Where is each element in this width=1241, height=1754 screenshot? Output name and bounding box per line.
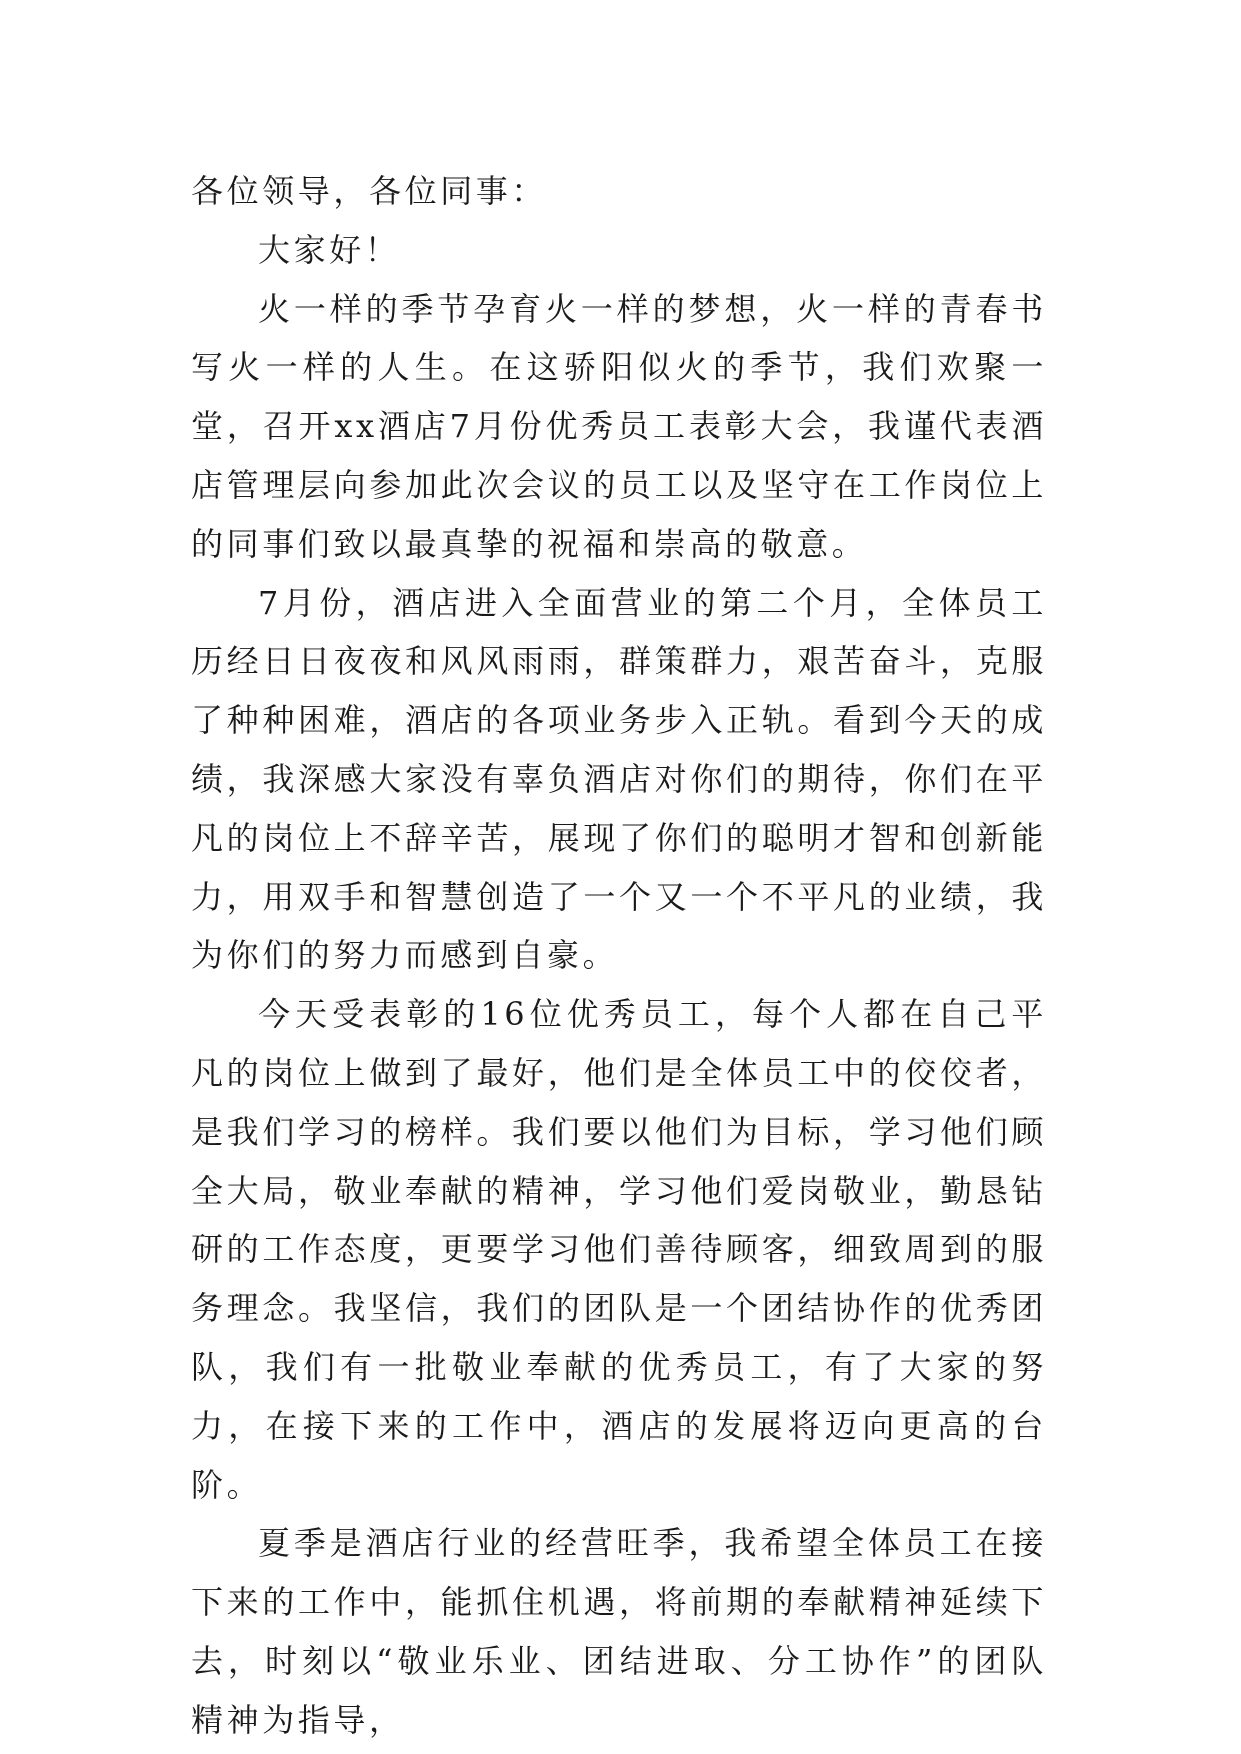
speech-body bbox=[191, 162, 1047, 1750]
greeting: 大家好！ bbox=[258, 230, 401, 269]
paragraph-july-review: 7月份，酒店进入全面营业的第二个月，全体员工历经日日夜夜和风风雨雨，群策群力，艰苦奋斗，克服了种种困难，酒店的各项业务步入正轨。看到今天的成绩，我深感大家没有辜负酒店对你们的期待，你们在平凡的岗位上不辞辛苦，展现了你们的聪明才智和创新能力，用双手和智慧创造了一个又一个不平凡的业绩，我为你们的努力而感到自豪。 bbox=[191, 583, 1047, 975]
paragraph-honored-staff: 今天受表彰的16位优秀员工，每个人都在自己平凡的岗位上做到了最好，他们是全体员工中的佼佼者，是我们学习的榜样。我们要以他们为目标，学习他们顾全大局，敬业奉献的精神，学习他们爱岗敬业，勤恳钻研的工作态度，更要学习他们善待顾客，细致周到的服务理念。我坚信，我们的团队是一个团结协作的优秀团队，我们有一批敬业奉献的优秀员工，有了大家的努力，在接下来的工作中，酒店的发展将迈向更高的台阶。 bbox=[191, 995, 1047, 1504]
paragraph-summer-outlook: 夏季是酒店行业的经营旺季，我希望全体员工在接下来的工作中，能抓住机遇，将前期的奉献精神延续下去，时刻以“敬业乐业、团结进取、分工协作”的团队精神为指导， bbox=[191, 1524, 1047, 1739]
salutation: 各位领导，各位同事： bbox=[191, 172, 548, 210]
paragraph-opening: 火一样的季节孕育火一样的梦想，火一样的青春书写火一样的人生。在这骄阳似火的季节，我们欢聚一堂，召开xx酒店7月份优秀员工表彰大会，我谨代表酒店管理层向参加此次会议的员工以及坚守在工作岗位上的同事们致以最真挚的祝福和崇高的敬意。 bbox=[191, 289, 1047, 563]
